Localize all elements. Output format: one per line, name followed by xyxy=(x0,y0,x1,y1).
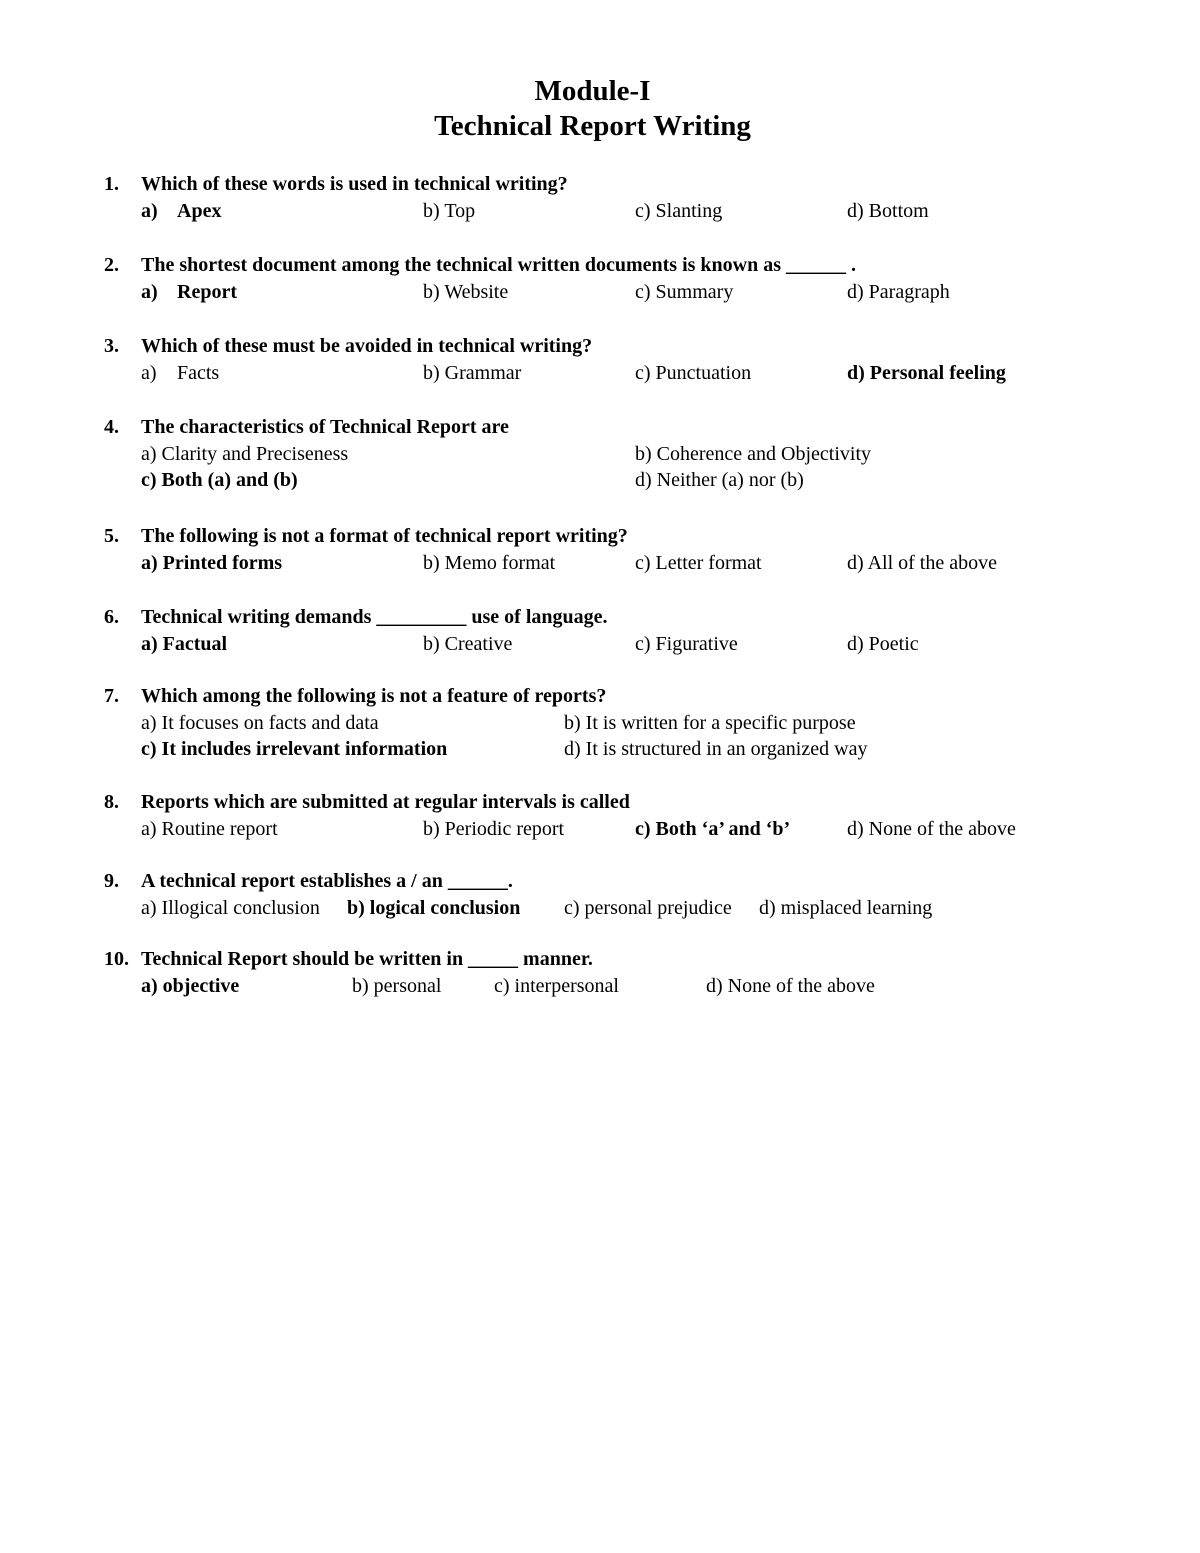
option-mark: d) xyxy=(847,818,864,840)
option-mark: c) xyxy=(635,362,651,384)
option-a xyxy=(141,710,379,736)
question-number: 7. xyxy=(104,685,119,707)
option-text: None of the above xyxy=(868,818,1016,840)
option-mark: d) xyxy=(847,552,864,574)
option-b xyxy=(347,895,520,921)
option-text: Routine report xyxy=(161,818,278,840)
option-text: Website xyxy=(444,281,509,303)
option-a xyxy=(141,279,237,305)
option-mark: b) xyxy=(423,818,440,840)
option-text: None of the above xyxy=(727,975,875,997)
option-text: personal xyxy=(373,975,442,997)
option-text: misplaced learning xyxy=(780,897,933,919)
question-number: 8. xyxy=(104,791,119,813)
option-text: Personal feeling xyxy=(869,362,1006,384)
option-mark: b) xyxy=(352,975,369,997)
option-a xyxy=(141,631,227,657)
question-text: The characteristics of Technical Report are xyxy=(141,416,509,438)
question-number: 4. xyxy=(104,416,119,438)
option-mark: a) xyxy=(141,552,158,574)
option-mark: d) xyxy=(706,975,723,997)
option-mark: a) xyxy=(141,633,158,655)
option-text: Clarity and Preciseness xyxy=(161,443,349,465)
option-mark: c) xyxy=(141,469,157,491)
option-text: Letter format xyxy=(655,552,762,574)
question-number: 9. xyxy=(104,870,119,892)
question-text: The shortest document among the technical written documents is known as ______ . xyxy=(141,254,856,276)
option-mark: d) xyxy=(847,362,865,384)
option-mark: c) xyxy=(635,633,651,655)
option-text: Both ‘a’ and ‘b’ xyxy=(655,818,791,840)
option-mark: c) xyxy=(635,200,651,222)
option-mark: a) xyxy=(141,818,157,840)
option-b xyxy=(423,816,564,842)
option-mark: a) xyxy=(141,897,157,919)
option-b xyxy=(423,631,512,657)
option-mark: a) xyxy=(141,362,157,384)
option-text: Illogical conclusion xyxy=(161,897,320,919)
option-text: It includes irrelevant information xyxy=(161,738,448,760)
option-mark: b) xyxy=(423,633,440,655)
option-text: Apex xyxy=(177,200,222,222)
option-c xyxy=(635,816,790,842)
option-text: It is structured in an organized way xyxy=(585,738,868,760)
question-number: 2. xyxy=(104,254,119,276)
option-text: Periodic report xyxy=(444,818,565,840)
option-b xyxy=(352,973,441,999)
option-c xyxy=(494,973,619,999)
question-text: Technical Report should be written in _____ manner. xyxy=(141,948,593,970)
option-a xyxy=(141,816,278,842)
option-text: Factual xyxy=(162,633,228,655)
option-text: It focuses on facts and data xyxy=(161,712,379,734)
option-c xyxy=(635,198,722,224)
option-text: Printed forms xyxy=(162,552,283,574)
option-text: Punctuation xyxy=(655,362,752,384)
option-mark: b) xyxy=(564,712,581,734)
question-text: A technical report establishes a / an ______. xyxy=(141,870,513,892)
option-mark: d) xyxy=(847,633,864,655)
option-a xyxy=(141,550,282,576)
subject-title: Technical Report Writing xyxy=(434,110,751,142)
option-text: Creative xyxy=(444,633,513,655)
option-c xyxy=(635,550,762,576)
option-mark: d) xyxy=(847,200,864,222)
option-d xyxy=(847,550,997,576)
option-mark: b) xyxy=(423,552,440,574)
option-mark: a) xyxy=(141,712,157,734)
option-text: Bottom xyxy=(868,200,929,222)
option-a xyxy=(141,973,239,999)
option-c xyxy=(141,736,447,762)
option-mark: a) xyxy=(141,281,158,303)
option-mark: d) xyxy=(847,281,864,303)
option-text: Summary xyxy=(655,281,734,303)
option-mark: a) xyxy=(141,200,158,222)
option-mark: c) xyxy=(564,897,580,919)
option-b xyxy=(423,360,521,386)
option-mark: a) xyxy=(141,443,157,465)
option-b xyxy=(564,710,856,736)
option-text: logical conclusion xyxy=(369,897,521,919)
option-text: It is written for a specific purpose xyxy=(585,712,856,734)
option-mark: a) xyxy=(141,975,158,997)
question-text: Which among the following is not a feature of reports? xyxy=(141,685,607,707)
option-b xyxy=(423,279,508,305)
question-number: 1. xyxy=(104,173,119,195)
option-d xyxy=(759,895,932,921)
option-mark: d) xyxy=(759,897,776,919)
option-d xyxy=(847,360,1006,386)
option-c xyxy=(141,467,298,493)
option-mark: c) xyxy=(635,818,651,840)
option-mark: b) xyxy=(423,362,440,384)
option-a xyxy=(141,441,348,467)
option-mark: c) xyxy=(141,738,157,760)
option-text: interpersonal xyxy=(514,975,619,997)
option-text: Figurative xyxy=(655,633,738,655)
option-text: Both (a) and (b) xyxy=(161,469,298,491)
module-title: Module-I xyxy=(534,75,651,107)
option-text: Grammar xyxy=(444,362,522,384)
question-number: 6. xyxy=(104,606,119,628)
option-d xyxy=(706,973,875,999)
option-mark: c) xyxy=(494,975,510,997)
option-d xyxy=(635,467,804,493)
option-text: Paragraph xyxy=(868,281,950,303)
option-a xyxy=(141,895,320,921)
option-text: Memo format xyxy=(444,552,556,574)
option-b xyxy=(423,198,475,224)
option-text: Slanting xyxy=(655,200,723,222)
option-d xyxy=(564,736,867,762)
option-text: Facts xyxy=(177,362,220,384)
option-mark: d) xyxy=(635,469,652,491)
option-d xyxy=(847,631,919,657)
option-text: personal prejudice xyxy=(584,897,732,919)
option-c xyxy=(635,360,751,386)
option-a xyxy=(141,360,219,386)
option-text: objective xyxy=(162,975,240,997)
option-mark: b) xyxy=(347,897,365,919)
question-number: 10. xyxy=(104,948,129,970)
option-b xyxy=(635,441,871,467)
option-mark: c) xyxy=(635,552,651,574)
option-text: All of the above xyxy=(867,552,997,574)
option-mark: b) xyxy=(635,443,652,465)
option-text: Top xyxy=(444,200,476,222)
question-text: The following is not a format of technical report writing? xyxy=(141,525,628,547)
question-text: Reports which are submitted at regular intervals is called xyxy=(141,791,630,813)
option-b xyxy=(423,550,555,576)
option-c xyxy=(564,895,732,921)
question-number: 3. xyxy=(104,335,119,357)
question-text: Which of these words is used in technical writing? xyxy=(141,173,568,195)
option-d xyxy=(847,279,950,305)
option-d xyxy=(847,816,1016,842)
option-text: Neither (a) nor (b) xyxy=(656,469,804,491)
option-mark: d) xyxy=(564,738,581,760)
option-d xyxy=(847,198,929,224)
question-number: 5. xyxy=(104,525,119,547)
option-text: Coherence and Objectivity xyxy=(656,443,872,465)
option-mark: b) xyxy=(423,281,440,303)
option-a xyxy=(141,198,221,224)
question-text: Technical writing demands _________ use of language. xyxy=(141,606,608,628)
option-text: Report xyxy=(177,281,237,303)
option-text: Poetic xyxy=(868,633,919,655)
option-c xyxy=(635,279,733,305)
option-c xyxy=(635,631,738,657)
option-mark: b) xyxy=(423,200,440,222)
option-mark: c) xyxy=(635,281,651,303)
question-text: Which of these must be avoided in technical writing? xyxy=(141,335,593,357)
